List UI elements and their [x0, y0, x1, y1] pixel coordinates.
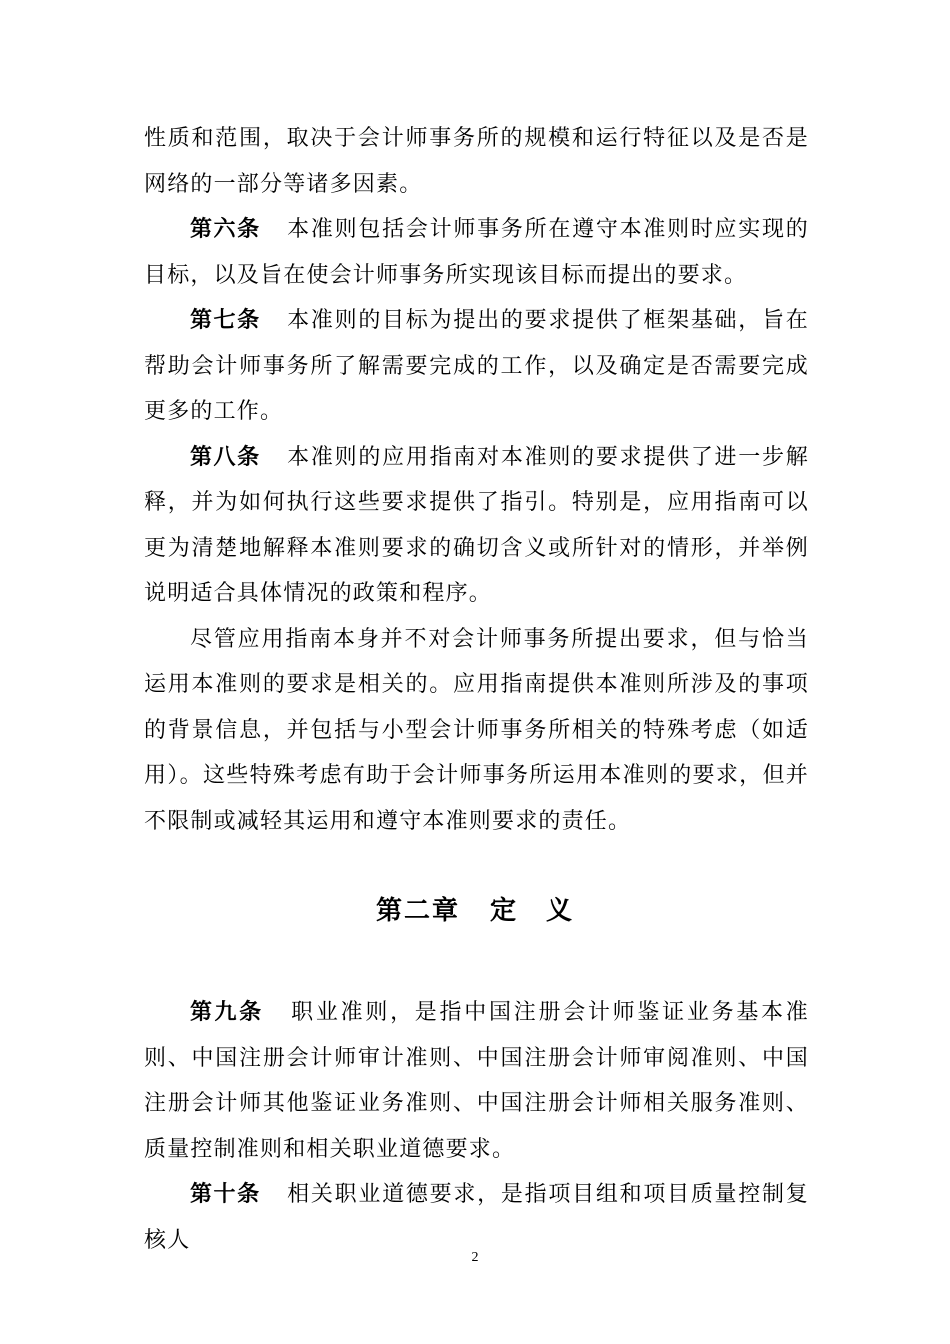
page-number: 2	[471, 1250, 479, 1265]
paragraph-article-9	[144, 990, 809, 1172]
article-text: 本准则的应用指南对本准则的要求提供了进一步解释，并为如何执行这些要求提供了指引。特别是，应用指南可以更为清楚地解释本准则要求的确切含义或所针对的情形，并举例说明适合具体情况的政策和程序。	[144, 444, 809, 606]
paragraph-application-guidance	[144, 617, 809, 845]
article-text: 相关职业道德要求，是指项目组和项目质量控制复核人	[144, 1182, 809, 1253]
chapter-number: 第二章	[375, 896, 460, 926]
article-text: 本准则的目标为提出的要求提供了框架基础，旨在帮助会计师事务所了解需要完成的工作，以及确定是否需要完成更多的工作。	[144, 308, 809, 424]
article-label: 第八条	[190, 444, 261, 470]
text-block-upper	[144, 116, 809, 844]
paragraph-text: 尽管应用指南本身并不对会计师事务所提出要求，但与恰当运用本准则的要求是相关的。应用指南提供本准则所涉及的事项的背景信息，并包括与小型会计师事务所相关的特殊考虑（如适用）。这些特殊考虑有助于会计师事务所运用本准则的要求，但并不限制或减轻其运用和遵守本准则要求的责任。	[144, 626, 809, 834]
paragraph-article-8	[144, 435, 809, 617]
chapter-heading	[0, 890, 950, 927]
paragraph-continuation	[144, 116, 809, 207]
text-block-lower	[144, 990, 809, 1263]
article-label: 第十条	[190, 1182, 261, 1207]
article-label: 第九条	[190, 1000, 264, 1025]
article-label: 第六条	[190, 217, 261, 242]
article-text: 本准则包括会计师事务所在遵守本准则时应实现的目标，以及旨在使会计师事务所实现该目标而提出的要求。	[144, 217, 809, 288]
paragraph-article-6	[144, 207, 809, 298]
article-label: 第七条	[190, 308, 261, 333]
paragraph-article-7	[144, 298, 809, 435]
chapter-title: 定 义	[490, 896, 575, 926]
paragraph-text: 性质和范围，取决于会计师事务所的规模和运行特征以及是否是网络的一部分等诸多因素。	[144, 126, 809, 197]
article-text: 职业准则，是指中国注册会计师鉴证业务基本准则、中国注册会计师审计准则、中国注册会计师审阅准则、中国注册会计师其他鉴证业务准则、中国注册会计师相关服务准则、质量控制准则和相关职业道德要求。	[144, 1000, 809, 1162]
